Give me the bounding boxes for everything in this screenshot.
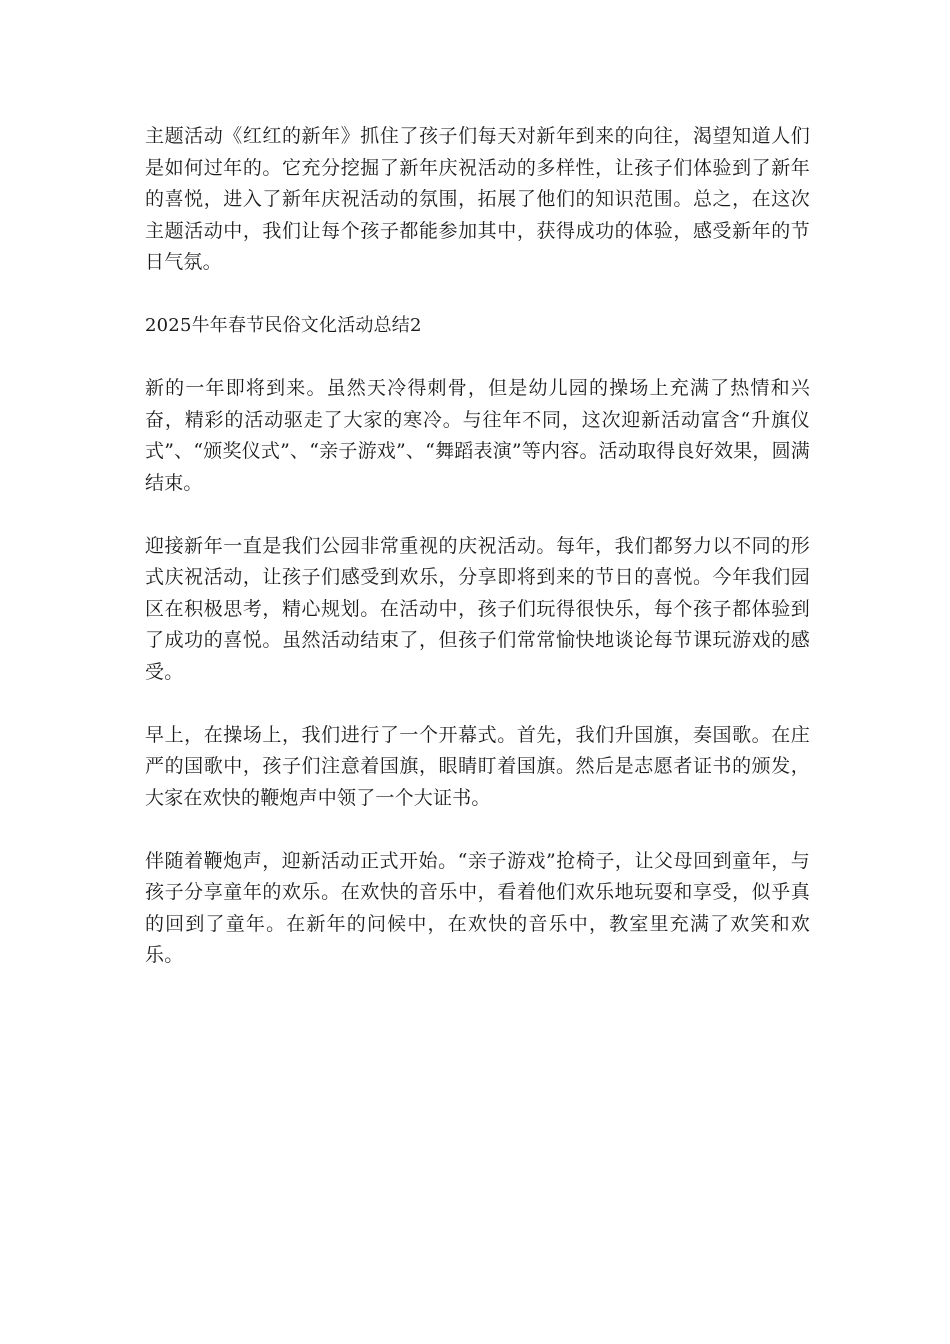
paragraph-new-year-intro: 新的一年即将到来。虽然天冷得刺骨，但是幼儿园的操场上充满了热情和兴奋，精彩的活动驱走了大家的寒冷。与往年不同，这次迎新活动富含“升旗仪式”、“颁奖仪式”、“亲子游戏”、“舞蹈表演”等内容。活动取得良好效果，圆满结束。	[145, 377, 810, 494]
document-body	[145, 121, 810, 1003]
paragraph-celebration: 迎接新年一直是我们公园非常重视的庆祝活动。每年，我们都努力以不同的形式庆祝活动，让孩子们感受到欢乐，分享即将到来的节日的喜悦。今年我们园区在积极思考，精心规划。在活动中，孩子们玩得很快乐，每个孩子都体验到了成功的喜悦。虽然活动结束了，但孩子们常常愉快地谈论每节课玩游戏的感受。	[145, 534, 810, 683]
paragraph-theme-summary: 主题活动《红红的新年》抓住了孩子们每天对新年到来的向往，渴望知道人们是如何过年的。它充分挖掘了新年庆祝活动的多样性，让孩子们体验到了新年的喜悦，进入了新年庆祝活动的氛围，拓展了他们的知识范围。总之，在这次主题活动中，我们让每个孩子都能参加其中，获得成功的体验，感受新年的节日气氛。	[145, 125, 810, 273]
paragraph-opening-ceremony: 早上，在操场上，我们进行了一个开幕式。首先，我们升国旗，奏国歌。在庄严的国歌中，孩子们注意着国旗，眼睛盯着国旗。然后是志愿者证书的颁发，大家在欢快的鞭炮声中领了一个大证书。	[145, 723, 810, 809]
section-heading: 2025牛年春节民俗文化活动总结2	[145, 315, 422, 336]
paragraph-parent-child-game: 伴随着鞭炮声，迎新活动正式开始。“亲子游戏”抢椅子，让父母回到童年，与孩子分享童年的欢乐。在欢快的音乐中，看着他们欢乐地玩耍和享受，似乎真的回到了童年。在新年的问候中，在欢快的音乐中，教室里充满了欢笑和欢乐。	[145, 849, 810, 966]
